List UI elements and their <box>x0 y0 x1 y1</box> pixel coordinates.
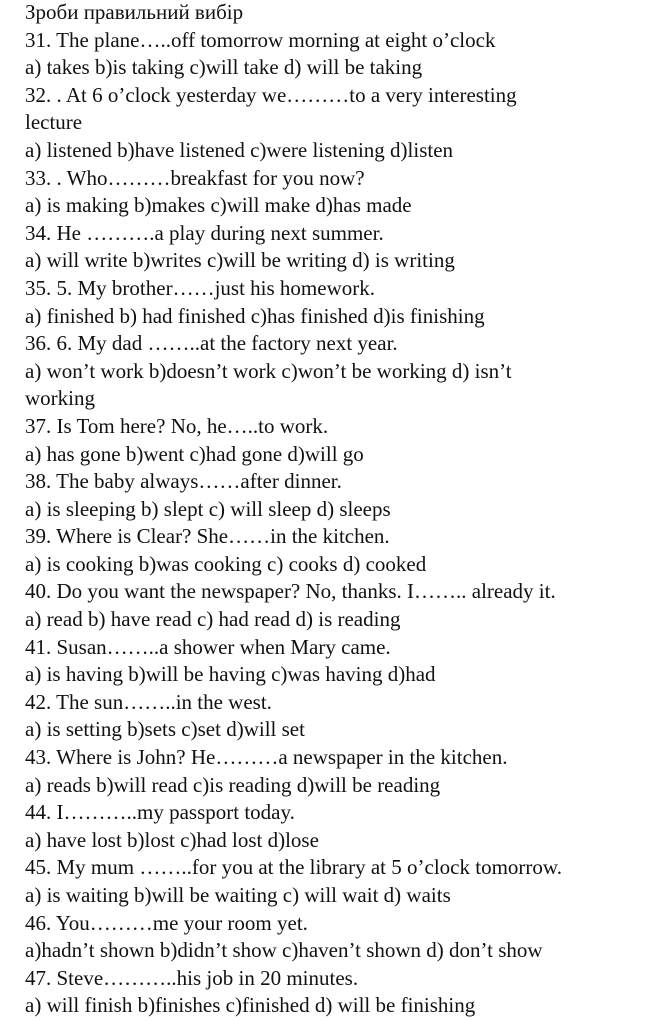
text-line-27: 43. Where is John? He………a newspaper in the kitchen. <box>25 745 508 770</box>
text-line-34: a)hadn’t shown b)didn’t show c)haven’t shown d) don’t show <box>25 938 543 963</box>
text-line-2: a) takes b)is taking c)will take d) will be taking <box>25 55 423 80</box>
text-line-23: 41. Susan……..a shower when Mary came. <box>25 634 391 659</box>
text-line-17: 38. The baby always……after dinner. <box>25 469 342 494</box>
text-line-24: a) is having b)will be having c)was having d)had <box>25 662 436 687</box>
text-line-8: 34. He ……….a play during next summer. <box>25 220 384 245</box>
text-line-15: 37. Is Tom here? No, he…..to work. <box>25 413 329 438</box>
text-line-14: working <box>25 386 95 411</box>
worksheet-title: Зроби правильний вибір <box>25 0 244 24</box>
text-line-19: 39. Where is Clear? She……in the kitchen. <box>25 524 390 549</box>
text-line-30: a) have lost b)lost c)had lost d)lose <box>25 827 319 852</box>
text-line-25: 42. The sun……..in the west. <box>25 689 272 714</box>
text-line-13: a) won’t work b)doesn’t work c)won’t be working d) isn’t <box>25 358 512 383</box>
text-line-7: a) is making b)makes c)will make d)has made <box>25 193 412 218</box>
text-line-9: a) will write b)writes c)will be writing d) is writing <box>25 248 455 273</box>
text-line-36: a) will finish b)finishes c)finished d) will be finishing <box>25 993 476 1018</box>
text-line-21: 40. Do you want the newspaper? No, thanks. I…….. already it. <box>25 579 556 604</box>
text-line-31: 45. My mum ……..for you at the library at 5 o’clock tomorrow. <box>25 855 562 880</box>
text-line-35: 47. Steve………..his job in 20 minutes. <box>25 965 359 990</box>
text-line-32: a) is waiting b)will be waiting c) will wait d) waits <box>25 883 451 907</box>
text-line-5: a) listened b)have listened c)were listening d)listen <box>25 137 454 162</box>
worksheet-page <box>25 0 665 1020</box>
text-line-33: 46. You………me your room yet. <box>25 910 308 935</box>
text-line-10: 35. 5. My brother……just his homework. <box>25 275 375 300</box>
text-line-6: 33. . Who………breakfast for you now? <box>25 165 365 190</box>
text-line-3: 32. . At 6 o’clock yesterday we………to a very interesting <box>25 82 517 107</box>
text-line-26: a) is setting b)sets c)set d)will set <box>25 717 305 742</box>
text-line-12: 36. 6. My dad ……..at the factory next year. <box>25 331 398 356</box>
text-line-4: lecture <box>25 110 83 135</box>
text-line-11: a) finished b) had finished c)has finished d)is finishing <box>25 303 485 328</box>
text-line-1: 31. The plane…..off tomorrow morning at eight o’clock <box>25 27 496 52</box>
text-line-28: a) reads b)will read c)is reading d)will be reading <box>25 772 441 797</box>
text-line-29: 44. I………..my passport today. <box>25 800 295 825</box>
text-line-22: a) read b) have read c) had read d) is reading <box>25 607 401 632</box>
text-line-20: a) is cooking b)was cooking c) cooks d) cooked <box>25 551 427 576</box>
text-line-16: a) has gone b)went c)had gone d)will go <box>25 441 364 466</box>
text-line-18: a) is sleeping b) slept c) will sleep d) sleeps <box>25 496 391 521</box>
